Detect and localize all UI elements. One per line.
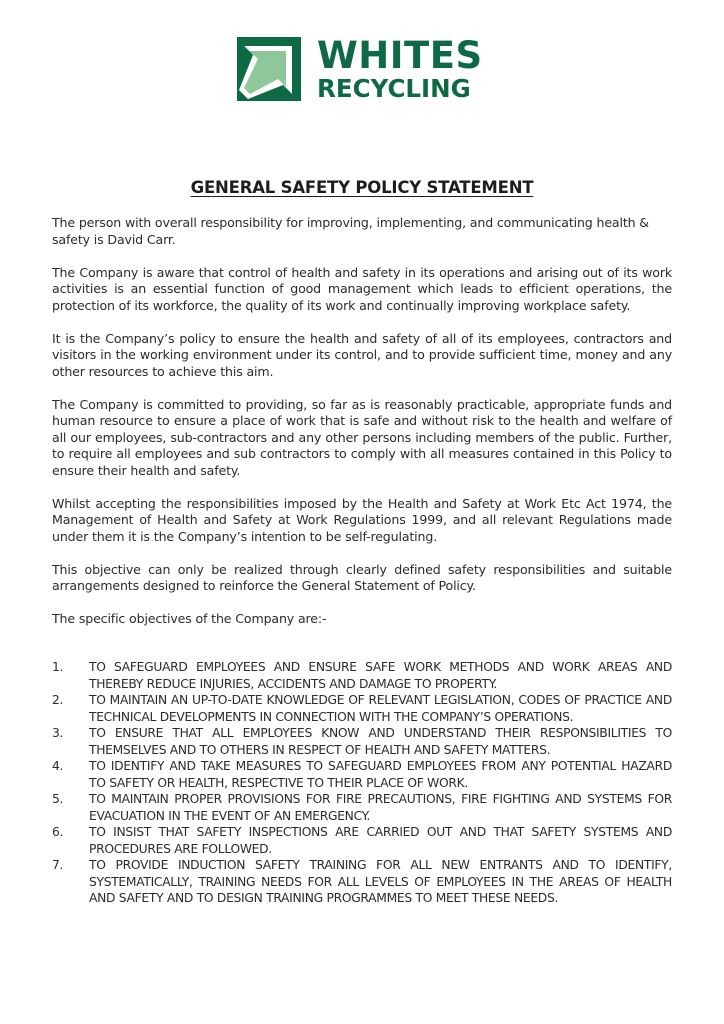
brand-name: [317, 33, 483, 103]
objective-text: TO PROVIDE INDUCTION SAFETY TRAINING FOR ALL NEW ENTRANTS AND TO IDENTIFY, SYSTEMATICALLY, TRAINING NEEDS FOR ALL LEVELS OF EMPLOYEES IN THE AREAS OF HEALTH AND SAFETY AND TO DESIGN TRAINING PROGRAMMES TO MEET THESE NEEDS.: [89, 858, 672, 905]
objective-number: 2.: [52, 693, 64, 707]
objective-item: [52, 857, 672, 907]
paragraph-company-commitment: The Company is committed to providing, so far as is reasonably practicable, appropriate funds and human resource to ensure a place of work that is safe and without risk to the health and welfare of all our employees, sub-contractors and any other persons including members of the public. Further, to require all employees and sub contractors to comply with all measures contained in this Policy to ensure their health and safety.: [52, 396, 672, 478]
objective-text: TO INSIST THAT SAFETY INSPECTIONS ARE CARRIED OUT AND THAT SAFETY SYSTEMS AND PROCEDURES ARE FOLLOWED.: [89, 825, 672, 856]
paragraph-responsible-person: The person with overall responsibility for improving, implementing, and communicating health & safety is David Carr.: [52, 215, 649, 247]
objective-number: 4.: [52, 759, 64, 773]
objective-text: TO SAFEGUARD EMPLOYEES AND ENSURE SAFE WORK METHODS AND WORK AREAS AND THEREBY REDUCE INJURIES, ACCIDENTS AND DAMAGE TO PROPERTY.: [89, 660, 672, 691]
recycling-arrow-icon: [237, 37, 301, 101]
objective-text: TO IDENTIFY AND TAKE MEASURES TO SAFEGUARD EMPLOYEES FROM ANY POTENTIAL HAZARD TO SAFETY OR HEALTH, RESPECTIVE TO THEIR PLACE OF WORK.: [89, 759, 672, 790]
paragraph-objective: This objective can only be realized through clearly defined safety responsibilities and suitable arrangements designed to reinforce the General Statement of Policy.: [52, 561, 672, 593]
objective-text: TO ENSURE THAT ALL EMPLOYEES KNOW AND UNDERSTAND THEIR RESPONSIBILITIES TO THEMSELVES AND TO OTHERS IN RESPECT OF HEALTH AND SAFETY MATTERS.: [89, 726, 672, 757]
paragraph-company-awareness: The Company is aware that control of health and safety in its operations and arising out of its work activities is an essential function of good management which leads to efficient operations, the protection of its workforce, the quality of its work and continually improving workplace safety.: [52, 264, 672, 313]
objective-item: [52, 824, 672, 857]
brand-name-line2: RECYCLING: [317, 73, 471, 103]
objective-number: 7.: [52, 858, 64, 872]
objective-text: TO MAINTAIN PROPER PROVISIONS FOR FIRE PRECAUTIONS, FIRE FIGHTING AND SYSTEMS FOR EVACUATION IN THE EVENT OF AN EMERGENCY.: [89, 792, 672, 823]
objective-text: TO MAINTAIN AN UP-TO-DATE KNOWLEDGE OF RELEVANT LEGISLATION, CODES OF PRACTICE AND TECHNICAL DEVELOPMENTS IN CONNECTION WITH THE COMPANY’S OPERATIONS.: [89, 693, 672, 724]
objective-item: [52, 725, 672, 758]
brand-name-line1: WHITES: [317, 33, 483, 77]
paragraph-objectives-intro: The specific objectives of the Company are:-: [52, 611, 327, 626]
objective-item: [52, 659, 672, 692]
objective-number: 3.: [52, 726, 64, 740]
document-title: GENERAL SAFETY POLICY STATEMENT: [190, 178, 534, 197]
objective-item: [52, 791, 672, 824]
paragraph-legislation: Whilst accepting the responsibilities imposed by the Health and Safety at Work Etc Act 1974, the Management of Health and Safety at Work Regulations 1999, and all relevant Regulations made under them it is the Company’s intention to be self-regulating.: [52, 495, 672, 544]
objective-number: 1.: [52, 660, 64, 674]
objective-item: [52, 758, 672, 791]
objective-number: 5.: [52, 792, 64, 806]
objective-item: [52, 692, 672, 725]
objectives-list: [52, 659, 672, 907]
company-logo: [237, 33, 483, 103]
policy-body: [52, 215, 672, 644]
paragraph-company-policy: It is the Company’s policy to ensure the health and safety of all of its employees, contractors and visitors in the working environment under its control, and to provide sufficient time, money and any other resources to achieve this aim.: [52, 330, 672, 379]
objective-number: 6.: [52, 825, 64, 839]
